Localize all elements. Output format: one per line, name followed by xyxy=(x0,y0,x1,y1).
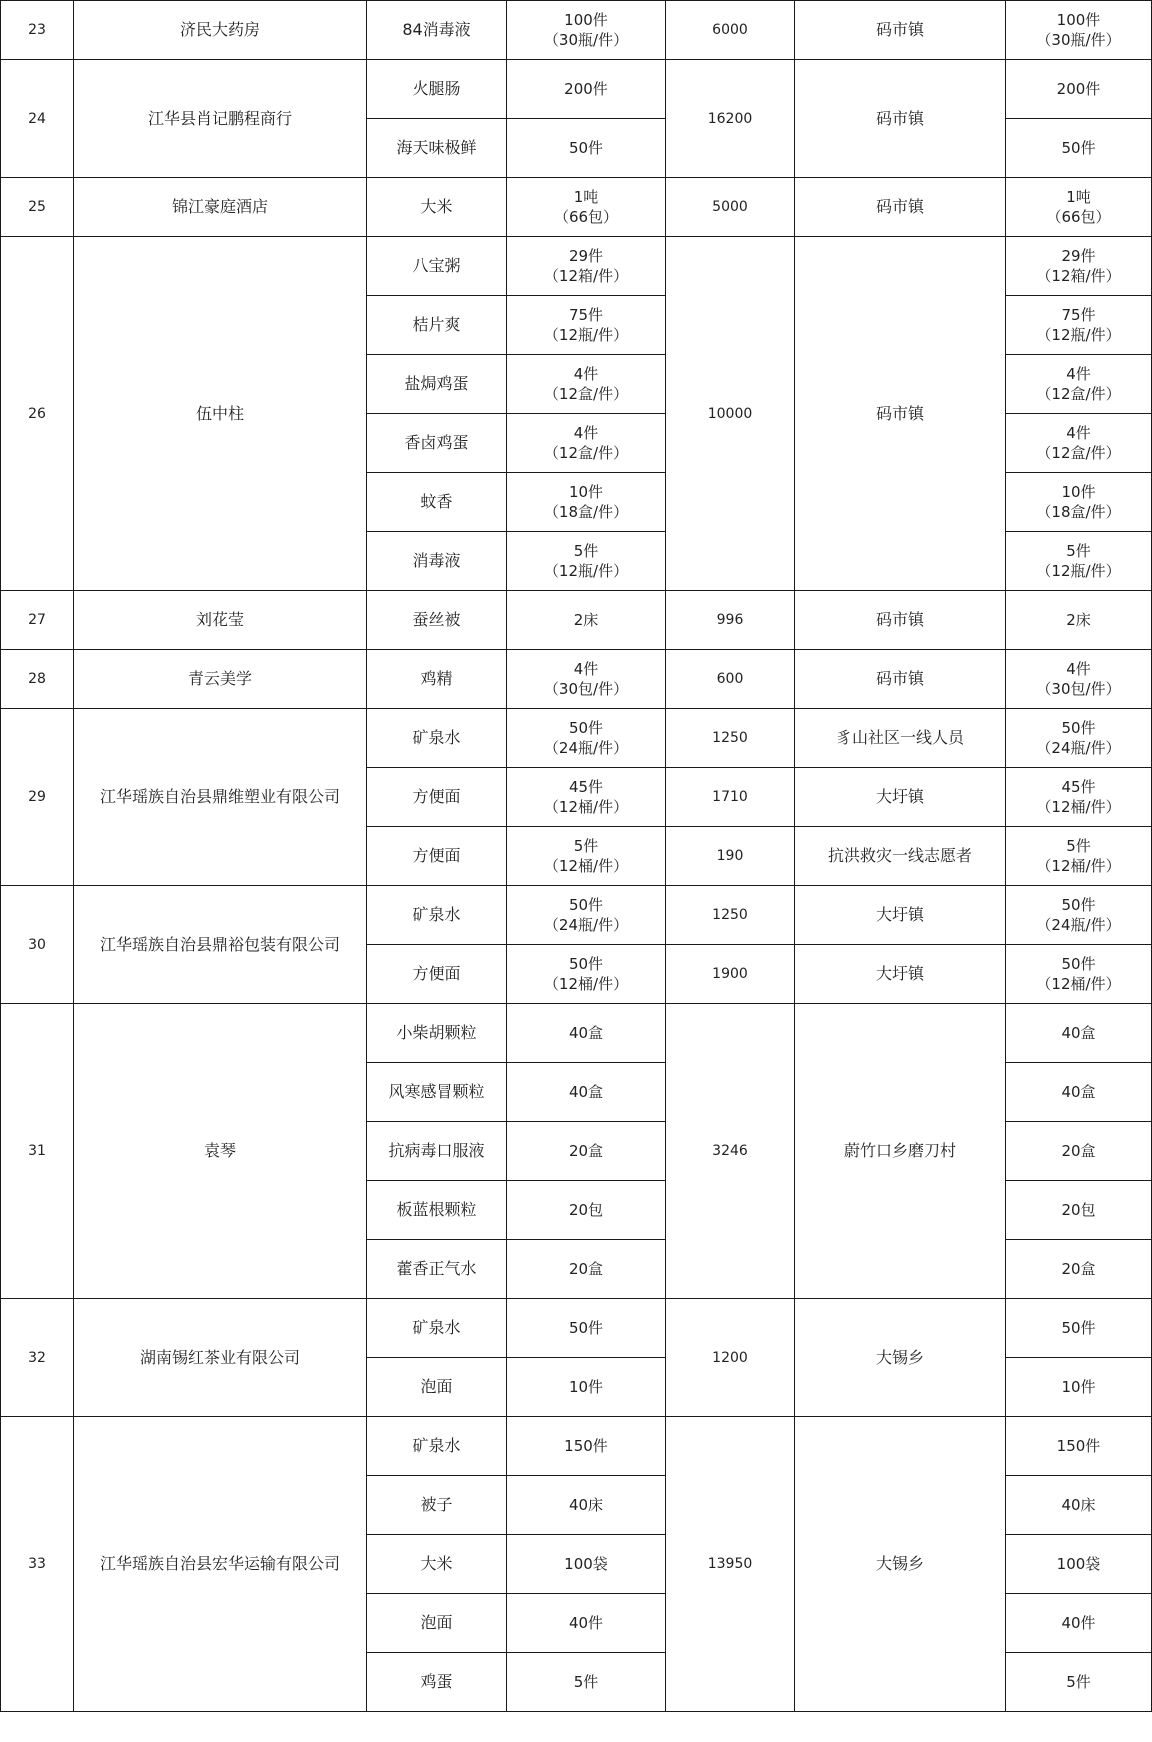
item-name: 鸡精 xyxy=(367,650,507,709)
item-name: 方便面 xyxy=(367,827,507,886)
cell-line: （12桶/件） xyxy=(1036,975,1121,993)
donation-value: 1710 xyxy=(666,768,795,827)
item-quantity xyxy=(507,1240,666,1299)
received-quantity xyxy=(1006,1358,1152,1417)
cell-line: 20盒 xyxy=(568,1142,604,1160)
item-quantity xyxy=(507,945,666,1004)
item-name: 八宝粥 xyxy=(367,237,507,296)
item-quantity xyxy=(507,532,666,591)
cell-line: （12瓶/件） xyxy=(1036,562,1121,580)
received-quantity xyxy=(1006,1240,1152,1299)
cell-line: 10件 xyxy=(568,1378,604,1396)
received-quantity xyxy=(1006,414,1152,473)
donor-name: 江华瑶族自治县鼎维塑业有限公司 xyxy=(74,709,367,886)
cell-line: 100袋 xyxy=(564,1555,608,1573)
cell-line: 50件 xyxy=(568,955,604,973)
destination: 码市镇 xyxy=(795,178,1006,237)
item-quantity xyxy=(507,650,666,709)
item-name: 火腿肠 xyxy=(367,60,507,119)
table-row xyxy=(1,1,1152,60)
cell-line: 10件 xyxy=(568,483,604,501)
destination: 蔚竹口乡磨刀村 xyxy=(795,1004,1006,1299)
item-name: 大米 xyxy=(367,178,507,237)
cell-line: （12瓶/件） xyxy=(1036,326,1121,344)
cell-line: 50件 xyxy=(568,719,604,737)
cell-line: （66包） xyxy=(1046,208,1111,226)
cell-line: （12盒/件） xyxy=(543,444,629,462)
cell-line: （66包） xyxy=(553,208,619,226)
cell-line: 75件 xyxy=(1061,306,1096,324)
item-quantity xyxy=(507,60,666,119)
table-row xyxy=(1,709,1152,768)
cell-line: 50件 xyxy=(1061,139,1096,157)
donor-name: 伍中柱 xyxy=(74,237,367,591)
destination: 抗洪救灾一线志愿者 xyxy=(795,827,1006,886)
cell-line: （12桶/件） xyxy=(543,798,629,816)
received-quantity xyxy=(1006,709,1152,768)
cell-line: 100袋 xyxy=(1056,1555,1101,1573)
cell-line: 4件 xyxy=(573,424,599,442)
donation-value: 996 xyxy=(666,591,795,650)
cell-line: 40盒 xyxy=(568,1024,604,1042)
item-quantity xyxy=(507,1004,666,1063)
row-number: 25 xyxy=(1,178,74,237)
item-quantity xyxy=(507,768,666,827)
received-quantity xyxy=(1006,1299,1152,1358)
cell-line: （30包/件） xyxy=(543,680,629,698)
received-quantity xyxy=(1006,237,1152,296)
cell-line: （30瓶/件） xyxy=(1036,31,1121,49)
donation-value: 600 xyxy=(666,650,795,709)
cell-line: 20包 xyxy=(568,1201,604,1219)
donation-value: 1200 xyxy=(666,1299,795,1417)
item-name: 矿泉水 xyxy=(367,709,507,768)
item-name: 方便面 xyxy=(367,945,507,1004)
item-name: 香卤鸡蛋 xyxy=(367,414,507,473)
item-name: 矿泉水 xyxy=(367,1417,507,1476)
destination: 码市镇 xyxy=(795,650,1006,709)
row-number: 32 xyxy=(1,1299,74,1417)
item-quantity xyxy=(507,296,666,355)
row-number: 31 xyxy=(1,1004,74,1299)
cell-line: 20盒 xyxy=(1061,1260,1096,1278)
item-quantity xyxy=(507,886,666,945)
received-quantity xyxy=(1006,119,1152,178)
table-body xyxy=(1,1,1152,1712)
cell-line: 1吨 xyxy=(1066,188,1091,206)
donation-value: 1250 xyxy=(666,709,795,768)
cell-line: （18盒/件） xyxy=(1036,503,1121,521)
destination: 码市镇 xyxy=(795,60,1006,178)
donation-value: 10000 xyxy=(666,237,795,591)
item-name: 方便面 xyxy=(367,768,507,827)
cell-line: （12桶/件） xyxy=(1036,798,1121,816)
received-quantity xyxy=(1006,532,1152,591)
cell-line: 50件 xyxy=(1061,955,1096,973)
cell-line: （30包/件） xyxy=(1036,680,1121,698)
table-row xyxy=(1,886,1152,945)
cell-line: 200件 xyxy=(564,80,608,98)
table-row xyxy=(1,1299,1152,1358)
donation-value: 1250 xyxy=(666,886,795,945)
item-name: 泡面 xyxy=(367,1594,507,1653)
cell-line: 5件 xyxy=(1066,1673,1091,1691)
received-quantity xyxy=(1006,296,1152,355)
received-quantity xyxy=(1006,1476,1152,1535)
donor-name: 济民大药房 xyxy=(74,1,367,60)
donor-name: 江华瑶族自治县宏华运输有限公司 xyxy=(74,1417,367,1712)
donation-value: 1900 xyxy=(666,945,795,1004)
row-number: 28 xyxy=(1,650,74,709)
received-quantity xyxy=(1006,1594,1152,1653)
item-name: 桔片爽 xyxy=(367,296,507,355)
item-quantity xyxy=(507,1417,666,1476)
cell-line: （24瓶/件） xyxy=(543,739,629,757)
cell-line: 10件 xyxy=(1061,1378,1096,1396)
cell-line: 10件 xyxy=(1061,483,1096,501)
donation-value: 16200 xyxy=(666,60,795,178)
cell-line: 75件 xyxy=(568,306,604,324)
row-number: 30 xyxy=(1,886,74,1004)
table-row xyxy=(1,591,1152,650)
cell-line: 20包 xyxy=(1061,1201,1096,1219)
cell-line: 40件 xyxy=(1061,1614,1096,1632)
cell-line: 40盒 xyxy=(568,1083,604,1101)
cell-line: 4件 xyxy=(573,660,599,678)
item-quantity xyxy=(507,355,666,414)
cell-line: 4件 xyxy=(1066,424,1091,442)
donor-name: 江华县肖记鹏程商行 xyxy=(74,60,367,178)
cell-line: （24瓶/件） xyxy=(543,916,629,934)
item-name: 泡面 xyxy=(367,1358,507,1417)
cell-line: 4件 xyxy=(1066,660,1091,678)
item-quantity xyxy=(507,1594,666,1653)
cell-line: 2床 xyxy=(573,611,599,629)
cell-line: 4件 xyxy=(573,365,599,383)
received-quantity xyxy=(1006,1417,1152,1476)
item-quantity xyxy=(507,1535,666,1594)
cell-line: 40件 xyxy=(568,1614,604,1632)
cell-line: 20盒 xyxy=(568,1260,604,1278)
cell-line: 200件 xyxy=(1056,80,1101,98)
cell-line: （18盒/件） xyxy=(543,503,629,521)
item-quantity xyxy=(507,237,666,296)
cell-line: （12桶/件） xyxy=(543,857,629,875)
received-quantity xyxy=(1006,768,1152,827)
destination: 码市镇 xyxy=(795,1,1006,60)
row-number: 24 xyxy=(1,60,74,178)
item-quantity xyxy=(507,591,666,650)
table-row xyxy=(1,237,1152,296)
received-quantity xyxy=(1006,1653,1152,1712)
cell-line: 4件 xyxy=(1066,365,1091,383)
cell-line: 150件 xyxy=(1056,1437,1101,1455)
table-row xyxy=(1,650,1152,709)
received-quantity xyxy=(1006,945,1152,1004)
row-number: 23 xyxy=(1,1,74,60)
cell-line: 40盒 xyxy=(1061,1083,1096,1101)
item-quantity xyxy=(507,827,666,886)
cell-line: 150件 xyxy=(564,1437,608,1455)
donation-value: 190 xyxy=(666,827,795,886)
cell-line: 2床 xyxy=(1066,611,1091,629)
donor-name: 青云美学 xyxy=(74,650,367,709)
item-quantity xyxy=(507,1063,666,1122)
received-quantity xyxy=(1006,1122,1152,1181)
cell-line: 50件 xyxy=(1061,719,1096,737)
destination: 豸山社区一线人员 xyxy=(795,709,1006,768)
cell-line: （12桶/件） xyxy=(1036,857,1121,875)
cell-line: 50件 xyxy=(568,1319,604,1337)
item-quantity xyxy=(507,1653,666,1712)
cell-line: （24瓶/件） xyxy=(1036,916,1121,934)
row-number: 33 xyxy=(1,1417,74,1712)
item-quantity xyxy=(507,1,666,60)
item-name: 盐焗鸡蛋 xyxy=(367,355,507,414)
row-number: 26 xyxy=(1,237,74,591)
received-quantity xyxy=(1006,650,1152,709)
cell-line: 50件 xyxy=(1061,1319,1096,1337)
cell-line: 100件 xyxy=(1056,11,1101,29)
cell-line: 50件 xyxy=(1061,896,1096,914)
item-quantity xyxy=(507,1122,666,1181)
item-quantity xyxy=(507,414,666,473)
cell-line: （24瓶/件） xyxy=(1036,739,1121,757)
destination: 大锡乡 xyxy=(795,1417,1006,1712)
item-quantity xyxy=(507,1476,666,1535)
donor-name: 江华瑶族自治县鼎裕包装有限公司 xyxy=(74,886,367,1004)
cell-line: 40床 xyxy=(568,1496,604,1514)
cell-line: （12瓶/件） xyxy=(543,326,629,344)
cell-line: 29件 xyxy=(1061,247,1096,265)
received-quantity xyxy=(1006,591,1152,650)
item-name: 消毒液 xyxy=(367,532,507,591)
cell-line: 40床 xyxy=(1061,1496,1096,1514)
item-name: 鸡蛋 xyxy=(367,1653,507,1712)
cell-line: 50件 xyxy=(568,896,604,914)
item-name: 板蓝根颗粒 xyxy=(367,1181,507,1240)
destination: 大圩镇 xyxy=(795,768,1006,827)
cell-line: （12桶/件） xyxy=(543,975,629,993)
cell-line: 45件 xyxy=(568,778,604,796)
item-quantity xyxy=(507,709,666,768)
received-quantity xyxy=(1006,1535,1152,1594)
cell-line: 50件 xyxy=(568,139,604,157)
item-name: 风寒感冒颗粒 xyxy=(367,1063,507,1122)
item-quantity xyxy=(507,473,666,532)
received-quantity xyxy=(1006,178,1152,237)
cell-line: （12盒/件） xyxy=(543,385,629,403)
cell-line: （12瓶/件） xyxy=(543,562,629,580)
donation-value: 6000 xyxy=(666,1,795,60)
cell-line: 5件 xyxy=(1066,837,1091,855)
destination: 码市镇 xyxy=(795,591,1006,650)
cell-line: 1吨 xyxy=(573,188,599,206)
cell-line: 5件 xyxy=(1066,542,1091,560)
item-name: 蚊香 xyxy=(367,473,507,532)
item-quantity xyxy=(507,119,666,178)
cell-line: 45件 xyxy=(1061,778,1096,796)
cell-line: （12箱/件） xyxy=(543,267,629,285)
table-row xyxy=(1,178,1152,237)
cell-line: 40盒 xyxy=(1061,1024,1096,1042)
item-quantity xyxy=(507,1299,666,1358)
cell-line: 20盒 xyxy=(1061,1142,1096,1160)
cell-line: （12盒/件） xyxy=(1036,385,1121,403)
destination: 大圩镇 xyxy=(795,945,1006,1004)
donor-name: 锦江豪庭酒店 xyxy=(74,178,367,237)
cell-line: 5件 xyxy=(573,1673,599,1691)
cell-line: 5件 xyxy=(573,837,599,855)
donation-value: 13950 xyxy=(666,1417,795,1712)
cell-line: （12盒/件） xyxy=(1036,444,1121,462)
donation-value: 5000 xyxy=(666,178,795,237)
row-number: 29 xyxy=(1,709,74,886)
destination: 大锡乡 xyxy=(795,1299,1006,1417)
item-name: 84消毒液 xyxy=(367,1,507,60)
received-quantity xyxy=(1006,1,1152,60)
item-quantity xyxy=(507,178,666,237)
destination: 码市镇 xyxy=(795,237,1006,591)
received-quantity xyxy=(1006,355,1152,414)
table-row xyxy=(1,60,1152,119)
donor-name: 刘花莹 xyxy=(74,591,367,650)
cell-line: 100件 xyxy=(564,11,608,29)
cell-line: （30瓶/件） xyxy=(543,31,629,49)
item-name: 蚕丝被 xyxy=(367,591,507,650)
item-name: 抗病毒口服液 xyxy=(367,1122,507,1181)
item-name: 小柴胡颗粒 xyxy=(367,1004,507,1063)
item-quantity xyxy=(507,1181,666,1240)
item-name: 藿香正气水 xyxy=(367,1240,507,1299)
received-quantity xyxy=(1006,60,1152,119)
cell-line: （12箱/件） xyxy=(1036,267,1121,285)
donor-name: 袁琴 xyxy=(74,1004,367,1299)
item-quantity xyxy=(507,1358,666,1417)
item-name: 大米 xyxy=(367,1535,507,1594)
item-name: 矿泉水 xyxy=(367,1299,507,1358)
row-number: 27 xyxy=(1,591,74,650)
item-name: 矿泉水 xyxy=(367,886,507,945)
received-quantity xyxy=(1006,1004,1152,1063)
table-row xyxy=(1,1004,1152,1063)
cell-line: 5件 xyxy=(573,542,599,560)
received-quantity xyxy=(1006,1063,1152,1122)
received-quantity xyxy=(1006,886,1152,945)
donor-name: 湖南锡红茶业有限公司 xyxy=(74,1299,367,1417)
table-row xyxy=(1,1417,1152,1476)
item-name: 海天味极鲜 xyxy=(367,119,507,178)
item-name: 被子 xyxy=(367,1476,507,1535)
received-quantity xyxy=(1006,827,1152,886)
received-quantity xyxy=(1006,473,1152,532)
donation-value: 3246 xyxy=(666,1004,795,1299)
destination: 大圩镇 xyxy=(795,886,1006,945)
cell-line: 29件 xyxy=(568,247,604,265)
received-quantity xyxy=(1006,1181,1152,1240)
